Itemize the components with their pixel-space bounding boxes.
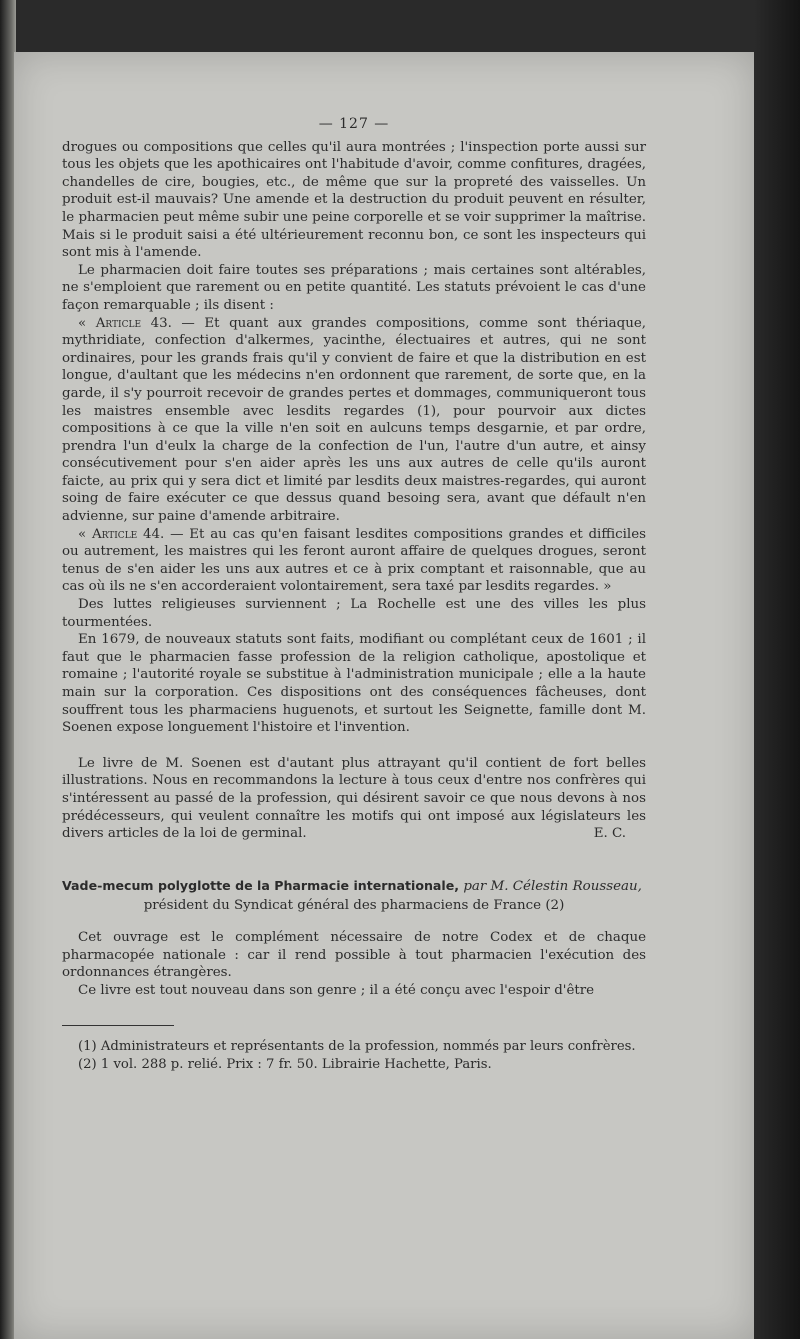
review-heading	[62, 877, 646, 896]
paragraph-book-review-conclusion	[62, 755, 646, 843]
paragraph-statutes-1679: En 1679, de nouveaux statuts sont faits, modifiant ou complétant ceux de 1601 ; il faut que le pharmacien fasse profession de la religion catholique, apostolique et romaine ; l'autorité royale se substitue à l'administration municipale ; elle a la haute main sur la corporation. Ces dispositions ont des conséquences fâcheuses, dont souffrent tous les pharmaciens huguenots, et surtout les Seignette, famille dont M. Soenen expose longuement l'histoire et l'invention.	[62, 632, 646, 736]
footnote-2: (2) 1 vol. 288 p. relié. Prix : 7 fr. 50. Librairie Hachette, Paris.	[78, 1056, 492, 1072]
paragraph-preparations: Le pharmacien doit faire toutes ses préparations ; mais certaines sont altérables, ne s'emploient que rarement ou en petite quantité. Les statuts prévoient le cas d'une façon remarquable ; ils disent :	[62, 262, 646, 313]
paragraph-article-43	[62, 315, 646, 526]
review-author: par M. Célestin Rousseau,	[459, 878, 642, 894]
paragraph-inspection: drogues ou compositions que celles qu'il aura montrées ; l'inspection porte aussi sur tous les objets que les apothicaires ont l'habitude d'avoir, comme confitures, dragées, chandelles de cire, bougies, etc., de même que sur la propreté des vaisselles. Un produit est-il mauvais? Une amende et la destruction du produit peuvent en résulter, le pharmacien peut même subir une peine corporelle et se voir supprimer la maîtrise. Mais si le produit saisi a été ultérieurement reconnu bon, ce sont les inspecteurs qui sont mis à l'amende.	[62, 139, 646, 261]
page-content	[62, 116, 646, 1073]
conclusion-text: Le livre de M. Soenen est d'autant plus attrayant qu'il contient de fort belles illustrations. Nous en recommandons la lecture à tous ceux d'entre nos confrères qui s'intéressent au passé de la profession, qui désirent savoir ce que nous devons à nos prédécesseurs, qui veulent connaître les motifs qui ont imposé aux législateurs les divers articles de la loi de germinal.	[62, 755, 646, 842]
spacer	[62, 737, 646, 755]
review-subtitle: président du Syndicat général des pharmaciens de France (2)	[143, 898, 565, 914]
review-paragraph-2: Ce livre est tout nouveau dans son genre ; il a été conçu avec l'espoir d'être	[78, 982, 595, 998]
review-paragraph-1: Cet ouvrage est le complément nécessaire de notre Codex et de chaque pharmacopée nationale : car il rend possible à tout pharmacien l'exécution des ordonnances étrangères.	[62, 929, 646, 981]
signature: E. C.	[593, 826, 626, 842]
footnote-1: (1) Administrateurs et représentants de la profession, nommés par leurs confrères.	[78, 1039, 636, 1055]
article-43-label: « Article 43.	[78, 315, 172, 331]
paragraph-religious-struggles: Des luttes religieuses surviennent ; La Rochelle est une des villes les plus tourmentées.	[62, 597, 646, 630]
article-44-text: — Et au cas qu'en faisant lesdites compositions grandes et difficiles ou autrement, les maistres qui les feront auront affaire de quelques drogues, seront tenus de s'en aider les uns aux autres et ce à prix comptant et raisonnable, que au cas où ils ne s'en accorderaient volontairement, sera taxé par lesdits regardes. »	[62, 526, 646, 595]
scan-background-edge	[754, 0, 800, 1339]
footnote-rule	[62, 1025, 174, 1026]
article-43-text: — Et quant aux grandes compositions, comme sont thériaque, mythridiate, confection d'alkermes, yacinthe, électuaires et autres, qui ne sont ordinaires, pour les grands frais qu'il y convient de faire et que la distribution en est longue, d'aultant que les médecins n'en ordonnent que rarement, de sorte que, en la garde, il s'y pourroit recevoir de grandes pertes et dommages, communiqueront tous les maistres ensemble avec lesdits regardes (1), pour pourvoir aux dictes compositions à ce que la ville n'en soit en aulcuns temps desgarnie, et par ordre, prendra l'un d'eulx la charge de la confection de l'un, l'autre d'un autre, et ainsy consécutivement pour s'en aider après les uns aux autres de celle qu'ils auront faicte, au prix qui y sera dict et limité par lesdits deux maistres-regardes, qui auront soing de faire exécuter ce que dessus quand besoing sera, avant que défault n'en advienne, sur paine d'amende arbitraire.	[62, 315, 647, 525]
article-44-label: « Article 44.	[78, 526, 165, 542]
review-title: Vade-mecum polyglotte de la Pharmacie internationale,	[62, 877, 460, 893]
paragraph-article-44	[62, 526, 646, 596]
page-number: — 127 —	[318, 116, 390, 132]
